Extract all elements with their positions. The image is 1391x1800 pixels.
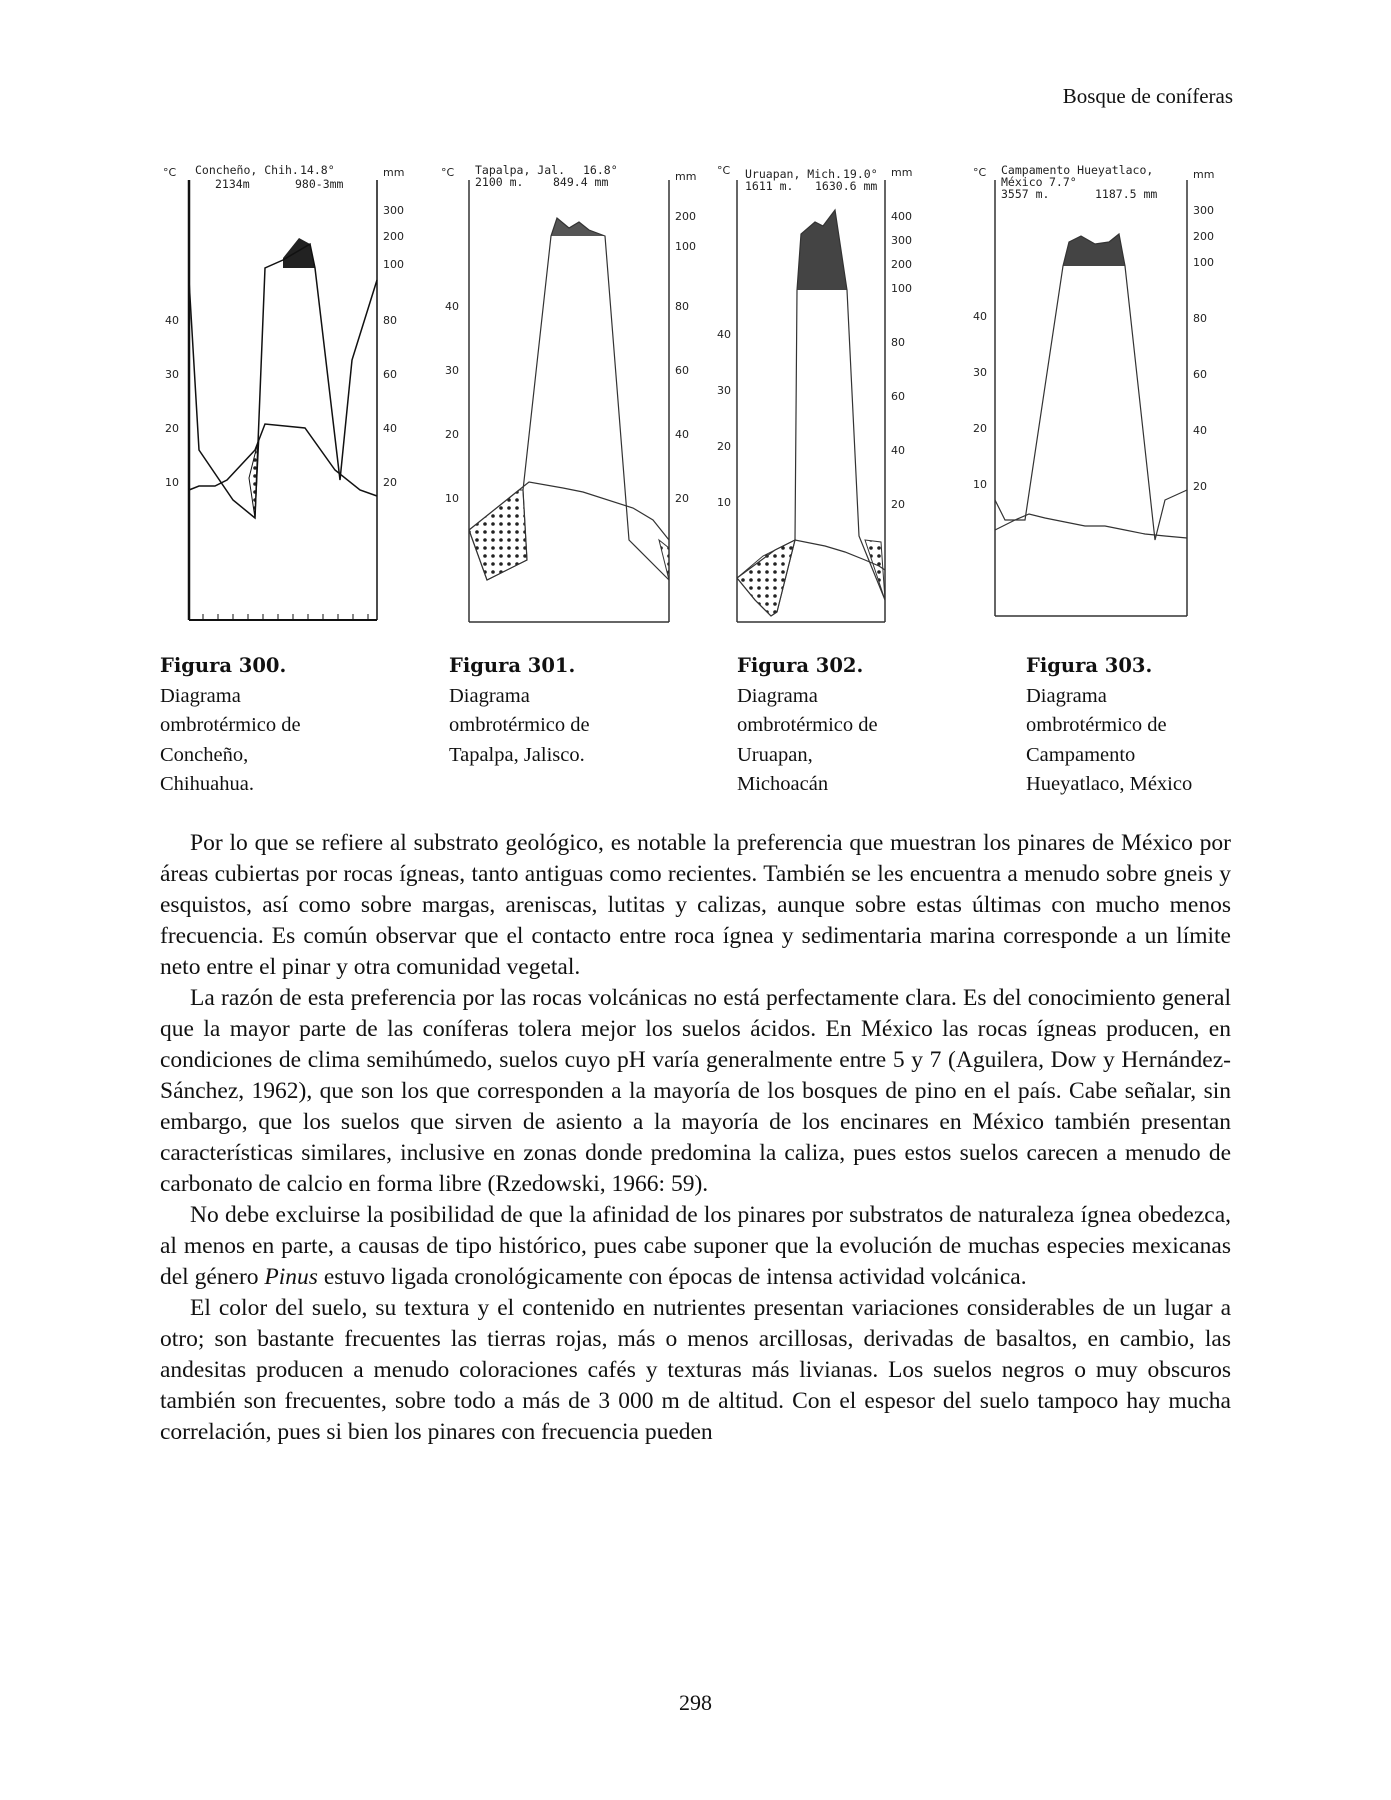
precip-total: 849.4 mm (553, 175, 609, 189)
right-tick: 40 (891, 444, 905, 457)
left-tick: 10 (445, 492, 459, 505)
paragraph: El color del suelo, su textura y el contenido en nutrientes presentan variaciones considerables de un lugar a otro; son bastante frecuentes las tierras rojas, más o menos arcillosas, derivadas de basaltos, en cambio, las andesitas producen a menudo coloraciones cafés y texturas más livianas. Los suelos negros o muy obscuros también son frecuentes, sobre todo a más de 3 000 m de altitud. Con el espesor del suelo tampoco hay mucha correlación, pues si bien los pinares con frecuencia pueden (160, 1295, 1231, 1445)
caption-line: Michoacán (737, 773, 829, 795)
caption-line: ombrotérmico de (160, 714, 301, 736)
left-tick: 10 (973, 478, 987, 491)
caption-line: Campamento (1026, 743, 1136, 766)
precip-total: 980-3mm (295, 177, 344, 191)
caption-line: Chihuahua. (160, 773, 254, 795)
caption-figure-300 (160, 651, 430, 800)
left-tick: 30 (165, 368, 179, 381)
left-tick: 40 (717, 328, 731, 341)
right-tick: 100 (1193, 256, 1214, 269)
paragraph-text: No debe excluirse la posibilidad de que la afinidad de los pinares por substratos de naturaleza ígnea obedezca, al menos en parte, a causas de tipo histórico, pues cabe suponer que la evolución de muchas especies mexicanas del género (160, 1202, 1231, 1290)
caption-line: Tapalpa, Jalisco. (449, 743, 585, 766)
precip-total: 1187.5 mm (1095, 187, 1158, 201)
ombrothermic-diagram-301 (433, 160, 703, 630)
right-tick: 200 (675, 210, 696, 223)
ombrothermic-diagram-300 (155, 160, 425, 630)
caption-figure-301 (449, 651, 719, 770)
temp-unit: °C (163, 166, 177, 179)
paragraph: Por lo que se refiere al substrato geológico, es notable la preferencia que muestran los pinares de México por áreas cubiertas por rocas ígneas, tanto antiguas como recientes. También se les encuentra a menudo sobre gneis y esquistos, así como sobre margas, areniscas, lutitas y calizas, aunque sobre estas últimas con mucho menos frecuencia. Es común observar que el contacto entre roca ígnea y sedimentaria marina corresponde a un límite neto entre el pinar y otra comunidad vegetal. (160, 830, 1231, 980)
mean-temp: 7.7° (1049, 175, 1077, 189)
right-tick: 300 (383, 204, 404, 217)
right-tick: 60 (891, 390, 905, 403)
figure-label: Figura 302. (737, 654, 864, 677)
caption-line: ombrotérmico de (737, 714, 878, 736)
right-tick: 20 (383, 476, 397, 489)
right-tick: 60 (1193, 368, 1207, 381)
right-tick: 400 (891, 210, 912, 223)
mean-temp: 14.8° (300, 163, 335, 177)
paragraph (160, 1200, 1231, 1293)
right-tick: 60 (383, 368, 397, 381)
paragraph: La razón de esta preferencia por las rocas volcánicas no está perfectamente clara. Es del conocimiento general que la mayor parte de las coníferas tolera mejor los suelos ácidos. En México las rocas ígneas producen, en condiciones de clima semihúmedo, suelos cuyo pH varía generalmente entre 5 y 7 (Aguilera, Dow y Hernández-Sánchez, 1962), que son los que corresponden a la mayoría de los bosques de pino en el país. Cabe señalar, sin embargo, que los suelos que sirven de asiento a la mayoría de los encinares en México también presentan características similares, inclusive en zonas donde predomina la caliza, pues estos suelos carecen a menudo de carbonato de calcio en forma libre (Rzedowski, 1966: 59). (160, 985, 1231, 1197)
precip-total: 1630.6 mm (815, 179, 878, 193)
station-name: Concheño, Chih. (195, 163, 299, 177)
running-head: Bosque de coníferas (1062, 84, 1233, 108)
figure-row (155, 160, 1235, 630)
temp-unit: °C (441, 166, 455, 179)
temp-unit: °C (973, 166, 987, 179)
station-name-line-2: México (1001, 175, 1043, 189)
altitude: 1611 m. (745, 179, 794, 193)
body-text (160, 828, 1231, 1448)
left-tick: 20 (717, 440, 731, 453)
italic-term: Pinus (264, 1264, 318, 1290)
diagram-svg (965, 160, 1235, 630)
caption-line: Concheño, (160, 743, 249, 766)
diagram-svg (155, 160, 425, 630)
right-tick: 40 (675, 428, 689, 441)
left-tick: 20 (973, 422, 987, 435)
right-tick: 200 (891, 258, 912, 271)
right-tick: 300 (1193, 204, 1214, 217)
left-tick: 30 (717, 384, 731, 397)
caption-figure-302 (737, 651, 1007, 800)
mean-temp: 19.0° (843, 167, 878, 181)
precip-unit: mm (891, 166, 913, 179)
caption-line: Diagrama (1026, 684, 1107, 707)
caption-figure-303 (1026, 651, 1296, 800)
caption-line: Hueyatlaco, México (1026, 773, 1193, 795)
left-tick: 10 (165, 476, 179, 489)
right-tick: 200 (1193, 230, 1214, 243)
caption-line: Diagrama (737, 684, 818, 707)
caption-line: Uruapan, (737, 743, 813, 766)
temp-unit: °C (717, 164, 731, 177)
right-tick: 100 (383, 258, 404, 271)
right-tick: 200 (383, 230, 404, 243)
altitude: 3557 m. (1001, 187, 1050, 201)
left-tick: 20 (445, 428, 459, 441)
figure-label: Figura 300. (160, 654, 287, 677)
precip-unit: mm (383, 166, 405, 179)
caption-line: ombrotérmico de (1026, 714, 1167, 736)
right-tick: 100 (675, 240, 696, 253)
precip-unit: mm (1193, 168, 1215, 181)
station-name: Uruapan, Mich. (745, 167, 842, 181)
left-tick: 30 (445, 364, 459, 377)
right-tick: 80 (675, 300, 689, 313)
right-tick: 80 (1193, 312, 1207, 325)
right-tick: 40 (1193, 424, 1207, 437)
caption-line: Diagrama (449, 684, 530, 707)
right-tick: 80 (891, 336, 905, 349)
right-tick: 20 (1193, 480, 1207, 493)
figure-label: Figura 301. (449, 654, 576, 677)
diagram-svg (433, 160, 703, 630)
left-tick: 40 (165, 314, 179, 327)
diagram-svg (715, 160, 985, 630)
left-tick: 40 (445, 300, 459, 313)
altitude: 2134m (215, 177, 250, 191)
paragraph-text: estuvo ligada cronológicamente con épocas de intensa actividad volcánica. (317, 1264, 1027, 1290)
right-tick: 80 (383, 314, 397, 327)
caption-line: ombrotérmico de (449, 714, 590, 736)
right-tick: 20 (891, 498, 905, 511)
right-tick: 100 (891, 282, 912, 295)
right-tick: 60 (675, 364, 689, 377)
left-tick: 10 (717, 496, 731, 509)
altitude: 2100 m. (475, 175, 524, 189)
caption-line: Diagrama (160, 684, 241, 707)
right-tick: 20 (675, 492, 689, 505)
left-tick: 40 (973, 310, 987, 323)
ombrothermic-diagram-302 (715, 160, 985, 630)
left-tick: 20 (165, 422, 179, 435)
right-tick: 40 (383, 422, 397, 435)
station-name: Campamento Hueyatlaco, (1001, 163, 1154, 177)
mean-temp: 16.8° (583, 163, 618, 177)
page-number: 298 (679, 1690, 712, 1715)
figure-label: Figura 303. (1026, 654, 1153, 677)
station-name: Tapalpa, Jal. (475, 163, 566, 177)
left-tick: 30 (973, 366, 987, 379)
precip-unit: mm (675, 170, 697, 183)
right-tick: 300 (891, 234, 912, 247)
ombrothermic-diagram-303 (965, 160, 1235, 630)
